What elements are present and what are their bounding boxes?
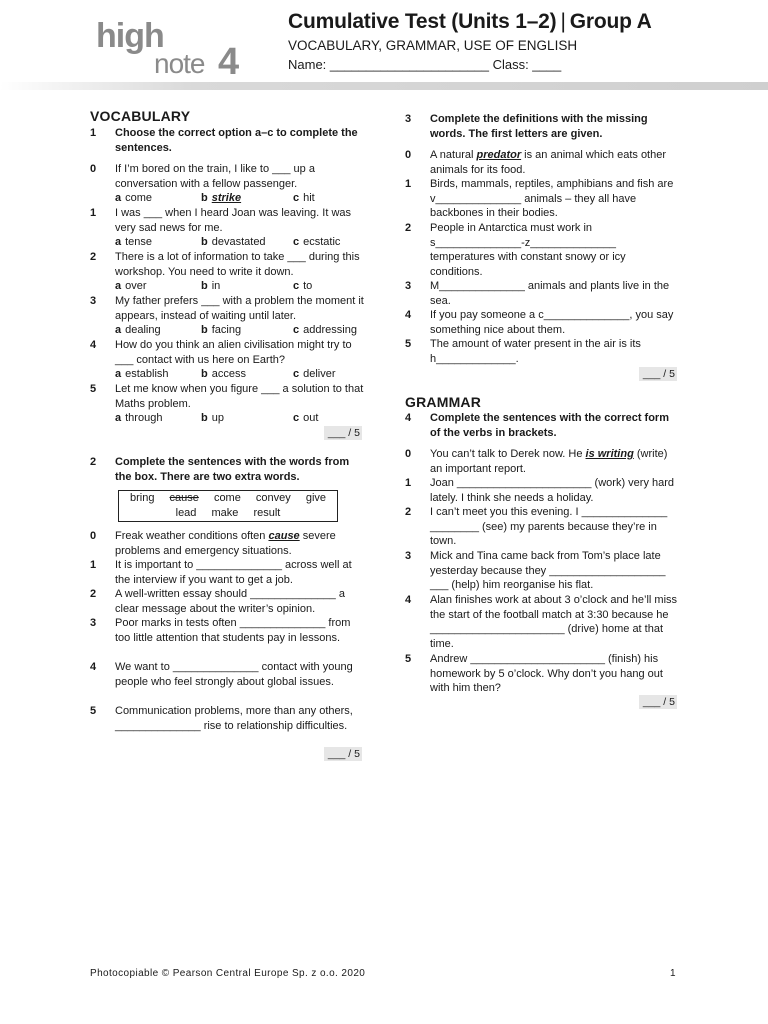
ex2-item-0: 0 Freak weather conditions often cause severe problems and emergency situations. <box>90 530 336 557</box>
ex1-item-4: 4 How do you think an alien civilisation might try to ___ contact with us here on Earth? a establish b access c deliver <box>90 339 352 381</box>
exercise-1-instruction: 1 Choose the correct option a–c to complete the sentences. <box>90 127 358 154</box>
high-note-4-logo <box>96 17 256 77</box>
ex1-item-3: 3 My father prefers ___ with a problem the moment it appears, instead of waiting until later. a dealing b facing c addressing <box>90 295 364 337</box>
ex4-score-box: ___ / 5 <box>639 695 677 709</box>
ex1-item-5: 5 Let me know when you figure ___ a solution to that Maths problem. a through b up c out <box>90 383 364 425</box>
ex4-item-3: 3 Mick and Tina came back from Tom’s place late yesterday because they ___________________ ___ (help) him reorganise his flat. <box>405 550 666 592</box>
box-word: give <box>305 492 327 504</box>
ex2-item-5: 5 Communication problems, more than any others, ______________ rise to relationship difficulties. <box>90 705 353 732</box>
ex4-item-1: 1 Joan ______________________ (work) very hard lately. I think she needs a holiday. <box>405 477 675 504</box>
example-answer: cause <box>268 530 300 542</box>
box-word: come <box>213 492 241 504</box>
ex4-item-2: 2 I can’t meet you this evening. I ______________ ________ (see) my parents because they’re in town. <box>405 506 668 548</box>
page-subtitle: VOCABULARY, GRAMMAR, USE OF ENGLISH <box>288 38 578 53</box>
ex4-item-4: 4 Alan finishes work at about 3 o’clock and he’ll miss the start of the football match at 3:30 because he ______________________ (drive) home at that time. <box>405 594 678 650</box>
ex4-item-5: 5 Andrew ______________________ (finish) his homework by 5 o’clock. Why don’t you hang out with him then? <box>405 653 663 695</box>
copyright-footer: Photocopiable © Pearson Central Europe Sp. z o.o. 2020 <box>90 968 366 979</box>
example-answer: is writing <box>585 448 634 460</box>
example-answer: strike <box>211 192 242 205</box>
svg-text:4: 4 <box>218 41 240 77</box>
ex2-item-1: 1 It is important to ______________ across well at the interview if you want to get a job. <box>90 559 352 586</box>
ex2-item-3: 3 Poor marks in tests often ______________ from too little attention that students pay in lessons. <box>90 617 351 644</box>
ex3-item-3: 3 M______________ animals and plants live in the sea. <box>405 280 670 307</box>
svg-text:note: note <box>154 48 205 77</box>
page-number: 1 <box>670 968 676 979</box>
ex3-score-box: ___ / 5 <box>639 367 677 381</box>
ex3-item-5: 5 The amount of water present in the air is its h_____________. <box>405 338 641 365</box>
exercise-4-instruction: 4 Complete the sentences with the correct form of the verbs in brackets. <box>405 412 669 439</box>
ex3-item-4: 4 If you pay someone a c______________, you say something nice about them. <box>405 309 674 336</box>
title-group: Group A <box>569 10 652 33</box>
title-separator: | <box>560 10 566 33</box>
exercise-2-instruction: 2 Complete the sentences with the words from the box. There are two extra words. <box>90 456 350 483</box>
box-word: bring <box>129 492 155 504</box>
ex2-item-2: 2 A well-written essay should ______________ a clear message about the writer’s opinion. <box>90 588 345 615</box>
vocabulary-heading: VOCABULARY <box>90 108 191 124</box>
page-title <box>288 10 652 34</box>
box-word: result <box>253 506 281 519</box>
ex1-item-0: 0 If I’m bored on the train, I like to ___ up a conversation with a fellow passenger. a come b strike c hit <box>90 163 315 205</box>
example-answer: predator <box>476 149 522 161</box>
ex4-item-0: 0 You can’t talk to Derek now. He is writing (write) an important report. <box>405 448 668 475</box>
ex2-item-4: 4 We want to ______________ contact with young people who feel strongly about global issues. <box>90 661 353 688</box>
name-class-line: Name: ______________________ Class: ____ <box>288 57 562 72</box>
exercise-3-instruction: 3 Complete the definitions with the missing words. The first letters are given. <box>405 113 648 140</box>
box-word: make <box>211 506 239 519</box>
ex2-score-box: ___ / 5 <box>324 747 362 761</box>
box-word-crossed: cause <box>169 492 199 504</box>
ex3-item-2: 2 People in Antarctica must work in s______________-z______________ temperatures with constant snowy or icy conditions. <box>405 222 626 278</box>
box-word: lead <box>175 506 197 519</box>
title-main: Cumulative Test (Units 1–2) <box>288 10 557 33</box>
header-divider-bar <box>0 82 768 90</box>
word-box <box>118 490 338 522</box>
svg-text:high: high <box>96 17 164 55</box>
grammar-heading: GRAMMAR <box>405 394 482 410</box>
box-word: convey <box>255 492 291 504</box>
ex1-item-1: 1 I was ___ when I heard Joan was leaving. It was very sad news for me. a tense b devastated c ecstatic <box>90 207 352 249</box>
ex3-item-1: 1 Birds, mammals, reptiles, amphibians and fish are v______________ animals – they all have backbones in their bodies. <box>405 178 674 220</box>
ex3-item-0: 0 A natural predator is an animal which eats other animals for its food. <box>405 149 667 176</box>
ex1-score-box: ___ / 5 <box>324 426 362 440</box>
ex1-item-2: 2 There is a lot of information to take ___ during this workshop. You need to write it down. a over b in c to <box>90 251 360 293</box>
